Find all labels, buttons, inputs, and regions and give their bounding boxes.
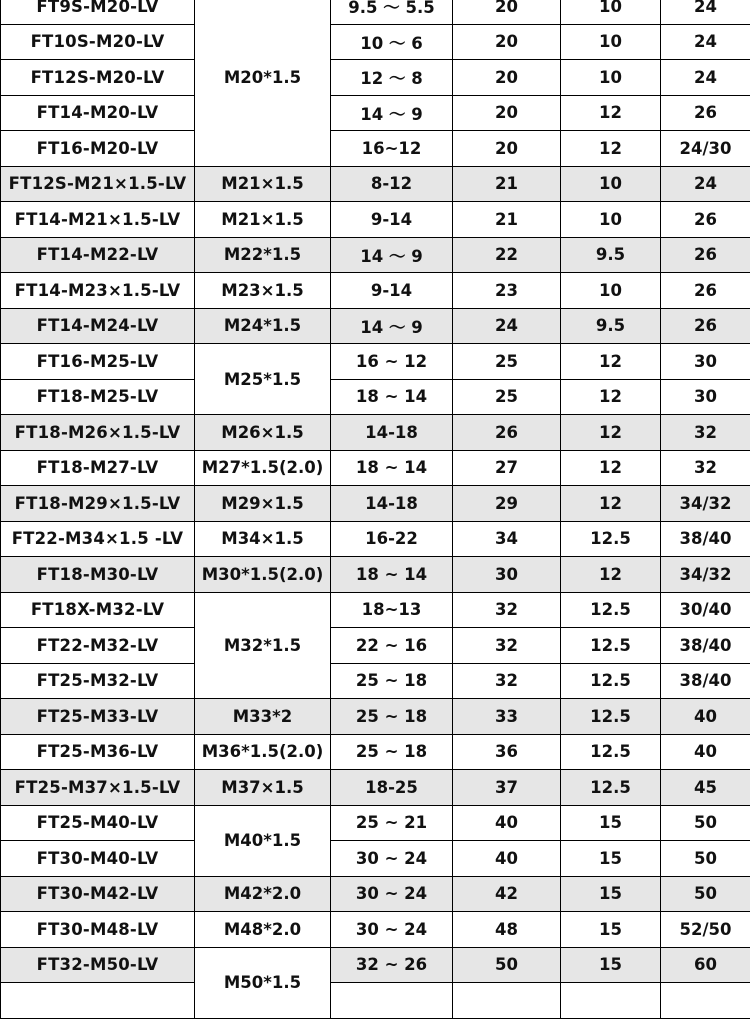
hex-size-cell: 24 (661, 60, 750, 96)
thread-diameter-cell: 24 (453, 308, 561, 344)
thread-cell: M22*1.5 (195, 237, 331, 273)
table-row (1, 947, 750, 983)
table-row (1, 166, 750, 202)
hex-size-cell: 38/40 (661, 628, 750, 664)
thread-cell: M25*1.5 (195, 344, 331, 415)
thread-length-cell: 15 (561, 912, 661, 948)
cable-range-cell: 32 ~ 26 (331, 947, 453, 983)
table-row (1, 805, 750, 841)
model-cell: FT14-M24-LV (1, 308, 195, 344)
cable-range-cell: 12 ～ 8 (331, 60, 453, 96)
table-row (1, 95, 750, 131)
thread-diameter-cell: 26 (453, 415, 561, 451)
hex-size-cell: 26 (661, 273, 750, 309)
thread-diameter-cell: 25 (453, 379, 561, 415)
model-cell: FT25-M36-LV (1, 734, 195, 770)
model-cell: FT14-M21×1.5-LV (1, 202, 195, 238)
thread-cell: M48*2.0 (195, 912, 331, 948)
model-cell: FT22-M32-LV (1, 628, 195, 664)
table-row (1, 344, 750, 380)
thread-diameter-cell: 36 (453, 734, 561, 770)
thread-diameter-cell: 32 (453, 628, 561, 664)
thread-length-cell: 15 (561, 805, 661, 841)
cable-range-cell: 9-14 (331, 202, 453, 238)
thread-cell: M32*1.5 (195, 592, 331, 699)
table-row (1, 0, 750, 24)
cable-range-cell: 16~12 (331, 131, 453, 167)
table-row (1, 841, 750, 877)
thread-length-cell: 12.5 (561, 592, 661, 628)
thread-diameter-cell: 32 (453, 663, 561, 699)
thread-length-cell: 12.5 (561, 663, 661, 699)
thread-diameter-cell: 48 (453, 912, 561, 948)
cable-range-cell: 14 ～ 9 (331, 95, 453, 131)
thread-diameter-cell: 22 (453, 237, 561, 273)
hex-size-cell: 38/40 (661, 663, 750, 699)
model-cell: FT25-M40-LV (1, 805, 195, 841)
cable-range-cell: 18~13 (331, 592, 453, 628)
thread-diameter-cell: 20 (453, 0, 561, 24)
thread-diameter-cell: 50 (453, 947, 561, 983)
table-row (1, 521, 750, 557)
thread-diameter-cell: 27 (453, 450, 561, 486)
cable-range-cell: 8-12 (331, 166, 453, 202)
model-cell: FT10S-M20-LV (1, 24, 195, 60)
thread-cell: M24*1.5 (195, 308, 331, 344)
model-cell: FT18-M29×1.5-LV (1, 486, 195, 522)
hex-size-cell: 26 (661, 308, 750, 344)
thread-length-cell: 10 (561, 24, 661, 60)
hex-size-cell: 50 (661, 876, 750, 912)
hex-size-cell: 24 (661, 24, 750, 60)
thread-diameter-cell: 42 (453, 876, 561, 912)
thread-length-cell: 12.5 (561, 628, 661, 664)
cable-range-cell: 18 ~ 14 (331, 557, 453, 593)
thread-cell: M21×1.5 (195, 166, 331, 202)
model-cell (1, 983, 195, 1019)
thread-length-cell: 10 (561, 60, 661, 96)
model-cell: FT25-M32-LV (1, 663, 195, 699)
model-cell: FT14-M23×1.5-LV (1, 273, 195, 309)
thread-cell: M30*1.5(2.0) (195, 557, 331, 593)
model-cell: FT16-M20-LV (1, 131, 195, 167)
hex-size-cell: 26 (661, 95, 750, 131)
thread-diameter-cell: 34 (453, 521, 561, 557)
cable-range-cell: 18-25 (331, 770, 453, 806)
cable-range-cell: 14-18 (331, 415, 453, 451)
model-cell: FT32-M50-LV (1, 947, 195, 983)
model-cell: FT14-M22-LV (1, 237, 195, 273)
thread-length-cell: 9.5 (561, 237, 661, 273)
thread-cell: M20*1.5 (195, 0, 331, 166)
thread-diameter-cell: 20 (453, 95, 561, 131)
hex-size-cell: 60 (661, 947, 750, 983)
model-cell: FT18-M25-LV (1, 379, 195, 415)
model-cell: FT30-M48-LV (1, 912, 195, 948)
thread-diameter-cell: 21 (453, 166, 561, 202)
table-row (1, 202, 750, 238)
thread-length-cell: 10 (561, 166, 661, 202)
thread-diameter-cell: 20 (453, 131, 561, 167)
thread-length-cell: 12 (561, 379, 661, 415)
thread-length-cell: 9.5 (561, 308, 661, 344)
thread-cell: M33*2 (195, 699, 331, 735)
cable-range-cell: 25 ~ 18 (331, 734, 453, 770)
thread-diameter-cell: 20 (453, 24, 561, 60)
hex-size-cell: 24 (661, 0, 750, 24)
thread-cell: M29×1.5 (195, 486, 331, 522)
cable-range-cell: 9-14 (331, 273, 453, 309)
hex-size-cell: 40 (661, 734, 750, 770)
table-row (1, 450, 750, 486)
cable-range-cell: 16-22 (331, 521, 453, 557)
table-row (1, 24, 750, 60)
thread-length-cell: 15 (561, 947, 661, 983)
thread-cell: M23×1.5 (195, 273, 331, 309)
thread-length-cell: 12 (561, 344, 661, 380)
thread-diameter-cell (453, 983, 561, 1019)
table-row (1, 876, 750, 912)
thread-length-cell: 12 (561, 131, 661, 167)
model-cell: FT16-M25-LV (1, 344, 195, 380)
hex-size-cell: 52/50 (661, 912, 750, 948)
table-row (1, 734, 750, 770)
table-row (1, 308, 750, 344)
thread-diameter-cell: 29 (453, 486, 561, 522)
cable-range-cell: 25 ~ 18 (331, 699, 453, 735)
thread-length-cell: 12.5 (561, 770, 661, 806)
table-row (1, 912, 750, 948)
thread-cell: M40*1.5 (195, 805, 331, 876)
model-cell: FT12S-M21×1.5-LV (1, 166, 195, 202)
table-row (1, 699, 750, 735)
thread-cell: M21×1.5 (195, 202, 331, 238)
hex-size-cell: 34/32 (661, 486, 750, 522)
table-row (1, 415, 750, 451)
model-cell: FT22-M34×1.5 -LV (1, 521, 195, 557)
cable-range-cell: 30 ~ 24 (331, 912, 453, 948)
model-cell: FT25-M37×1.5-LV (1, 770, 195, 806)
table-row (1, 663, 750, 699)
thread-diameter-cell: 32 (453, 592, 561, 628)
thread-cell: M27*1.5(2.0) (195, 450, 331, 486)
hex-size-cell: 50 (661, 841, 750, 877)
model-cell: FT18-M30-LV (1, 557, 195, 593)
cable-range-cell: 10 ～ 6 (331, 24, 453, 60)
cable-range-cell: 25 ~ 18 (331, 663, 453, 699)
thread-length-cell: 12.5 (561, 521, 661, 557)
cable-range-cell: 14 ～ 9 (331, 237, 453, 273)
hex-size-cell: 50 (661, 805, 750, 841)
thread-diameter-cell: 33 (453, 699, 561, 735)
hex-size-cell: 26 (661, 202, 750, 238)
thread-diameter-cell: 21 (453, 202, 561, 238)
table-row (1, 770, 750, 806)
table-row (1, 379, 750, 415)
cable-range-cell: 16 ~ 12 (331, 344, 453, 380)
thread-diameter-cell: 40 (453, 805, 561, 841)
cable-range-cell: 14 ～ 9 (331, 308, 453, 344)
model-cell: FT30-M40-LV (1, 841, 195, 877)
thread-diameter-cell: 37 (453, 770, 561, 806)
table-row (1, 60, 750, 96)
model-cell: FT25-M33-LV (1, 699, 195, 735)
thread-diameter-cell: 20 (453, 60, 561, 96)
thread-diameter-cell: 30 (453, 557, 561, 593)
thread-cell: M37×1.5 (195, 770, 331, 806)
model-cell: FT18-M26×1.5-LV (1, 415, 195, 451)
thread-cell: M26×1.5 (195, 415, 331, 451)
thread-length-cell: 12 (561, 450, 661, 486)
cable-range-cell: 30 ~ 24 (331, 876, 453, 912)
thread-length-cell: 15 (561, 876, 661, 912)
thread-length-cell: 12 (561, 415, 661, 451)
table-row (1, 486, 750, 522)
cable-range-cell (331, 983, 453, 1019)
model-cell: FT9S-M20-LV (1, 0, 195, 24)
hex-size-cell: 32 (661, 415, 750, 451)
thread-length-cell: 12 (561, 486, 661, 522)
thread-diameter-cell: 40 (453, 841, 561, 877)
hex-size-cell: 30 (661, 379, 750, 415)
thread-length-cell: 12 (561, 557, 661, 593)
model-cell: FT18-M27-LV (1, 450, 195, 486)
model-cell: FT18X-M32-LV (1, 592, 195, 628)
thread-length-cell: 10 (561, 202, 661, 238)
hex-size-cell: 32 (661, 450, 750, 486)
hex-size-cell: 30 (661, 344, 750, 380)
model-cell: FT30-M42-LV (1, 876, 195, 912)
hex-size-cell: 40 (661, 699, 750, 735)
table-row (1, 131, 750, 167)
thread-length-cell: 12.5 (561, 699, 661, 735)
table-row (1, 592, 750, 628)
model-cell: FT12S-M20-LV (1, 60, 195, 96)
model-cell: FT14-M20-LV (1, 95, 195, 131)
thread-cell: M50*1.5 (195, 947, 331, 1018)
thread-length-cell: 10 (561, 0, 661, 24)
table-row (1, 273, 750, 309)
hex-size-cell: 26 (661, 237, 750, 273)
thread-diameter-cell: 23 (453, 273, 561, 309)
thread-length-cell: 12 (561, 95, 661, 131)
hex-size-cell: 24 (661, 166, 750, 202)
cable-range-cell: 14-18 (331, 486, 453, 522)
thread-cell: M34×1.5 (195, 521, 331, 557)
thread-length-cell: 12.5 (561, 734, 661, 770)
cable-range-cell: 18 ~ 14 (331, 450, 453, 486)
thread-diameter-cell: 25 (453, 344, 561, 380)
cable-range-cell: 22 ~ 16 (331, 628, 453, 664)
thread-length-cell (561, 983, 661, 1019)
thread-cell: M36*1.5(2.0) (195, 734, 331, 770)
table-row (1, 557, 750, 593)
hex-size-cell: 30/40 (661, 592, 750, 628)
thread-length-cell: 10 (561, 273, 661, 309)
table-row (1, 983, 750, 1019)
hex-size-cell (661, 983, 750, 1019)
cable-range-cell: 9.5 ～ 5.5 (331, 0, 453, 24)
hex-size-cell: 34/32 (661, 557, 750, 593)
hex-size-cell: 38/40 (661, 521, 750, 557)
table-row (1, 237, 750, 273)
cable-range-cell: 25 ~ 21 (331, 805, 453, 841)
hex-size-cell: 24/30 (661, 131, 750, 167)
cable-range-cell: 30 ~ 24 (331, 841, 453, 877)
table-row (1, 628, 750, 664)
thread-cell: M42*2.0 (195, 876, 331, 912)
cable-range-cell: 18 ~ 14 (331, 379, 453, 415)
hex-size-cell: 45 (661, 770, 750, 806)
thread-length-cell: 15 (561, 841, 661, 877)
